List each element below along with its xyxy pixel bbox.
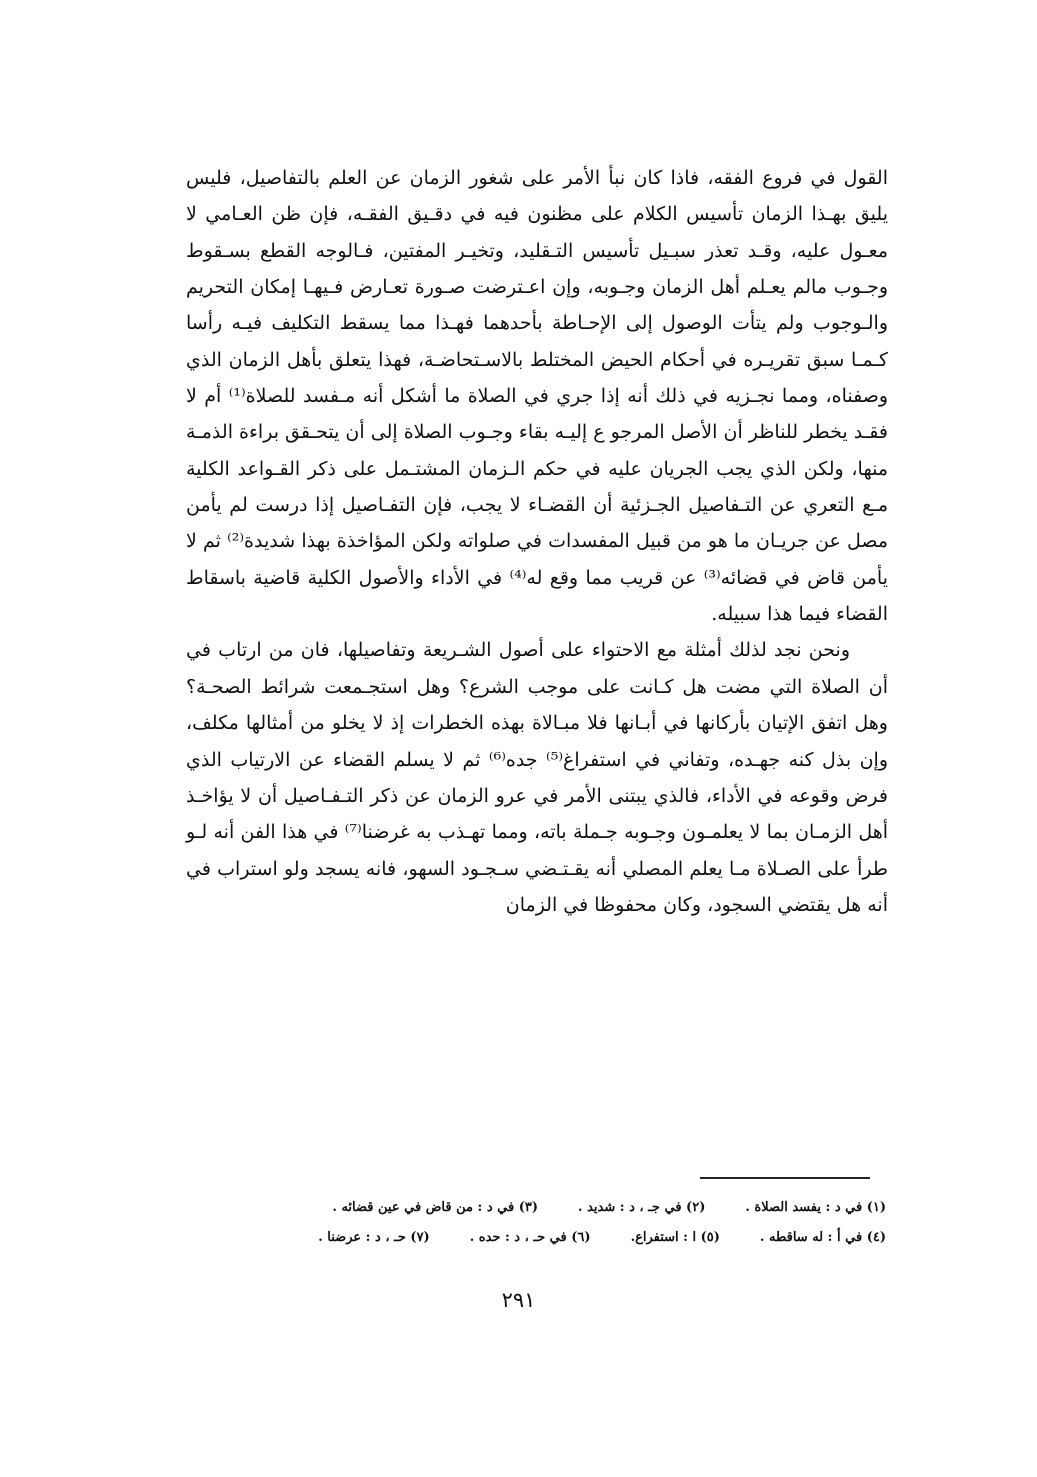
footnote-3: (٣) في د : من قاض في عين قضائه . (332, 1200, 539, 1215)
footnote-5: (٥) ا : استفراع. (630, 1230, 720, 1245)
page-number: ٢٩١ (501, 1288, 536, 1312)
footnote-row (186, 1193, 886, 1223)
footnote-4: (٤) في أ : له ساقطه . (759, 1230, 886, 1245)
footnote-1: (١) في د : يفسد الصلاة . (745, 1200, 886, 1215)
footnote-separator (700, 1177, 870, 1179)
paragraph-1: القول في فروع الفقه، فاذا كان نبأ الأمر على شغور الزمان عن العلم بالتفاصيل، فليس يليق بهـذا الزمان تأسيس الكلام على مظنون فيه في دقـيق الفقـه، فإن ظن العـامي لا معـول عليه، وقـد تعذر سبـيل تأسيس التـقليد، وتخيـر المفتين، فـالوجه القطع بسـقوط وجـوب مالم يعـلم أهل الزمان وجـوبه، وإن اعـترضت صـورة تعـارض فـيهـا إمكان التحريم والـوجوب ولم يتأت الوصول إلى الإحـاطة بأحدهما فهـذا مما يسقط التكليف فيـه رأسا كـمـا سبق تقريـره في أحكام الحيض المختلط بالاسـتحاضـة، فهذا يتعلق بأهل الزمان الذي وصفناه، ومما نجـزيه في ذلك أنه إذا جري في الصلاة ما أشكل أنه مـفسد للصلاة⁽¹⁾ أم لا فقـد يخطر للناظر أن الأصل المرجو ع إليـه بقاء وجـوب الصلاة إلى أن يتحـقق براءة الذمـة منها، ولكن الذي يجب الجريان عليه في حكم الـزمان المشتـمل على ذكر القـواعد الكلية مـع التعري عن التـفاصيل الجـزئية أن القضـاء لا يجب، فإن التفـاصيل إذا درست لم يأمن مصل عن جريـان ما هو من قبيل المفسدات في صلواته ولكن المؤاخذة بهذا شديدة⁽²⁾ ثم لا يأمن قاض في قضائه⁽³⁾ عن قريب مما وقع له⁽⁴⁾ في الأداء والأصول الكلية قاضية باسقاط القضاء فيما هذا سبيله. (186, 167, 889, 626)
paragraph-2: ونحن نجد لذلك أمثلة مع الاحتواء على أصول الشـريعة وتفاصيلها، فان من ارتاب في أن الصلاة التي مضت هل كـانت على موجب الشرع؟ وهل استجـمعت شرائط الصحـة؟ وهل اتفق الإتيان بأركانها في أبـانها فلا مبـالاة بهذه الخطرات إذ لا يخلو من أمثالها مكلف، وإن بذل كنه جهـده، وتفاني في استفراغ⁽⁵⁾ جده⁽⁶⁾ ثم لا يسلم القضاء عن الارتياب الذي فرض وقوعه في الأداء، فالذي يبتنى الأمر في عرو الزمان عن ذكر التـفـاصيل أن لا يؤاخـذ أهل الزمـان بما لا يعلمـون وجـوبه جـملة باته، ومما تهـذب به غرضنا⁽⁷⁾ في هذا الفن أنه لـو طرأ على الصـلاة مـا يعلم المصلي أنه يقـتـضي سـجـود السهو، فانه يسجد ولو استراب في أنه هل يقتضي السجود، وكان محفوظا في الزمان (186, 639, 889, 916)
footnote-2: (٢) في جـ ، د : شديد . (578, 1200, 706, 1215)
footnote-row (186, 1223, 886, 1253)
footnote-6: (٦) في حـ ، د : حده . (469, 1230, 591, 1245)
footnotes (186, 1193, 886, 1253)
main-text (186, 160, 888, 923)
footnote-7: (٧) حـ ، د : عرضنا . (318, 1230, 430, 1245)
